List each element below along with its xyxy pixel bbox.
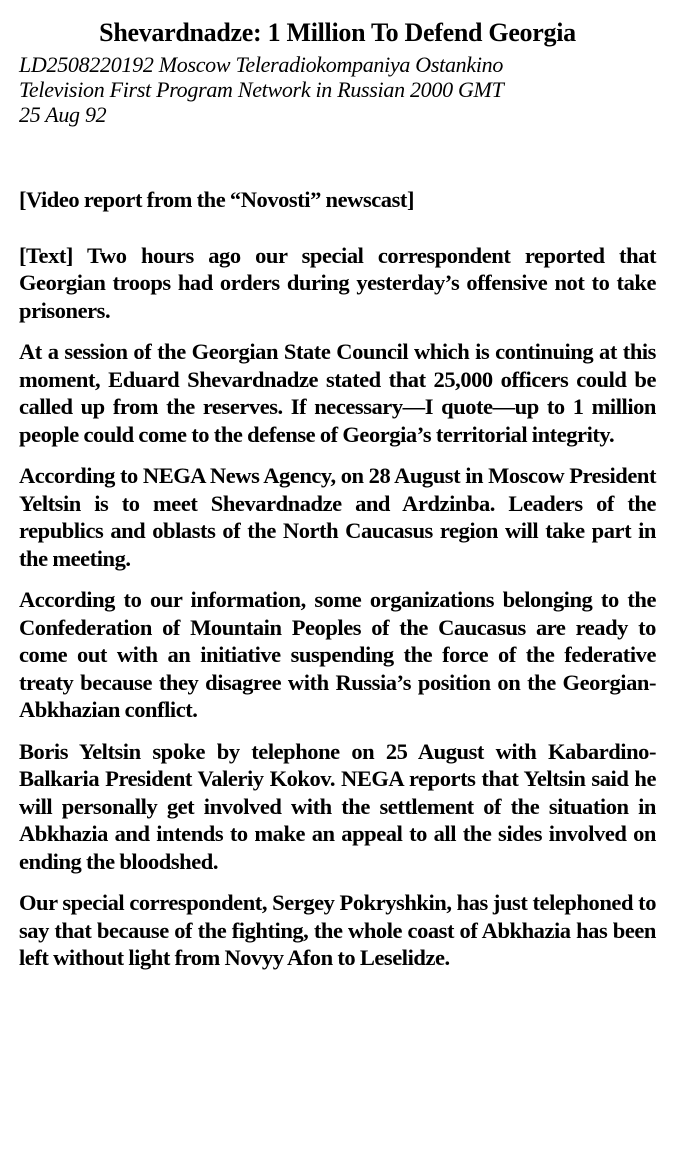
body-paragraph: According to our information, some organizations belonging to the Confederation of Mountain Peoples of the Caucasus are ready to come out with an initiative suspending the force of the federative treaty because they disagree with Russia’s position on the Georgian-Abkhazian conflict.	[19, 587, 656, 722]
body-paragraph: [Text] Two hours ago our special correspondent reported that Georgian troops had orders during yesterday’s offensive not to take prisoners.	[19, 242, 656, 323]
dateline-line: Television First Program Network in Russian 2000 GMT	[19, 77, 504, 102]
body-paragraph: Boris Yeltsin spoke by telephone on 25 August with Kabardino-Balkaria President Valeriy Kokov. NEGA reports that Yeltsin said he will personally get involved with the settlement of the situation in Abkhazia and intends to make an appeal to all the sides involved on ending the bloodshed.	[19, 738, 656, 874]
body-paragraph: Our special correspondent, Sergey Pokryshkin, has just telephoned to say that because of the fighting, the whole coast of Abkhazia has been left without light from Novyy Afon to Leselidze.	[19, 890, 656, 970]
dateline-line: 25 Aug 92	[19, 102, 107, 127]
dateline-line: LD2508220192 Moscow Teleradiokompaniya Ostankino	[19, 52, 504, 77]
body-paragraph: At a session of the Georgian State Council which is continuing at this moment, Eduard Shevardnadze stated that 25,000 officers could be called up from the reserves. If necessary—I quote—up to 1 million people could come to the defense of Georgia’s territorial integrity.	[19, 339, 656, 447]
dateline	[19, 52, 656, 127]
body-paragraph: According to NEGA News Agency, on 28 August in Moscow President Yeltsin is to meet Shevardnadze and Ardzinba. Leaders of the republics and oblasts of the North Caucasus region will take part in the meeting.	[19, 463, 656, 571]
source-note: [Video report from the “Novosti” newscast]	[19, 187, 414, 212]
article-title: Shevardnadze: 1 Million To Defend Georgia	[99, 18, 576, 47]
